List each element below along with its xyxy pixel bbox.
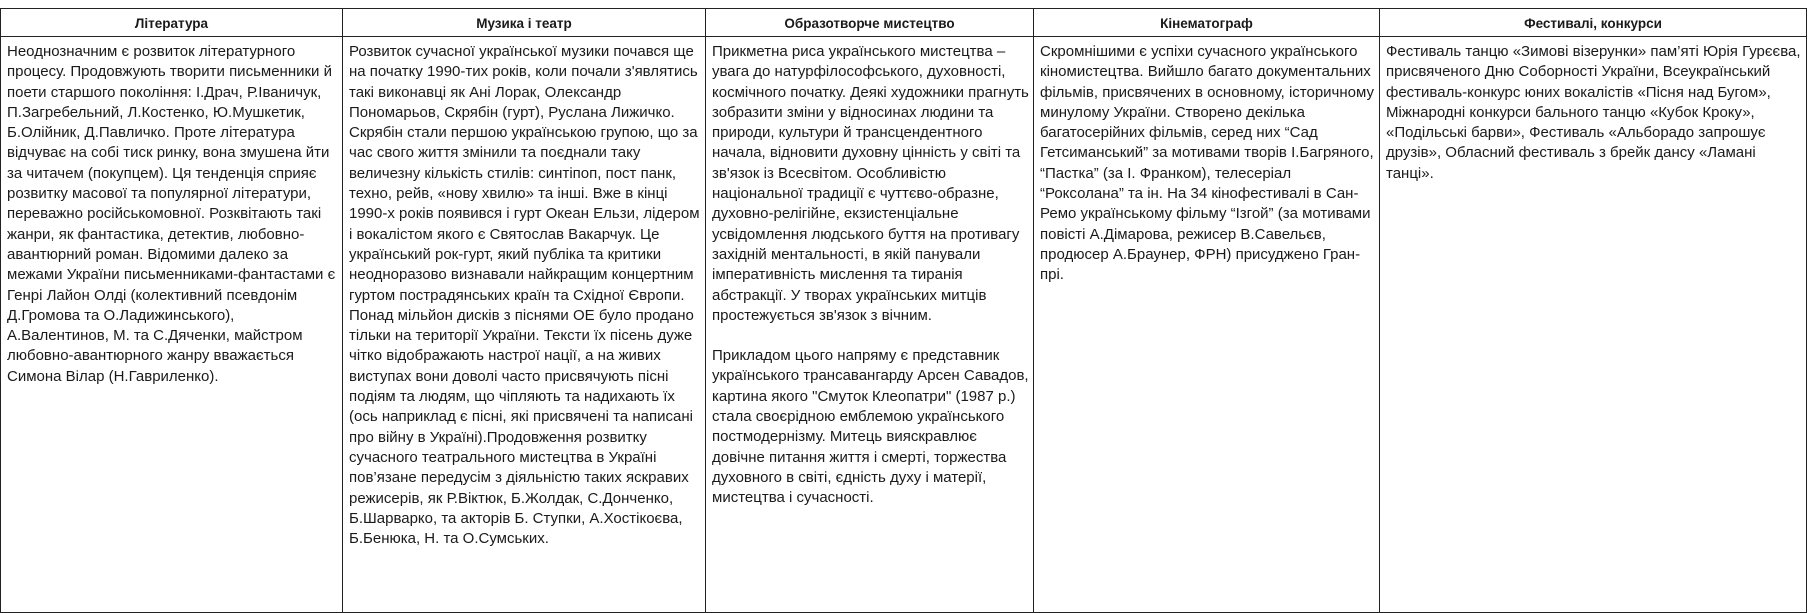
header-festivals: Фестивалі, конкурси — [1380, 9, 1807, 37]
header-music-theatre: Музика і театр — [343, 9, 706, 37]
header-literature: Література — [1, 9, 343, 37]
cinema-text: Скромнішими є успіхи сучасного українського кіномистецтва. Вийшло багато документальних фільмів, присвячених в основному, історичному минулому України. Створено декілька багатосерійних фільмів, серед них “Сад Гетсиманський” за мотивами творів І.Багряного, “Пастка” (за І. Франком), телесеріал “Роксолана” та ін. На 34 кінофестивалі в Сан-Ремо українському фільму “Ізгой” (за мотивами повісті А.Дімарова, режисер В.Савельєв, продюсер А.Браунер, ФРН) присуджено Гран-прі. — [1040, 43, 1374, 284]
fine-art-paragraph-1: Прикметна риса українського мистецтва – увага до натурфілософського, духовності, космічного початку. Деякі художники прагнуть зобразити зміни у відносинах людини та природи, культури й трансцендентного начала, відновити духовну цінність у світі та зв'язок із Всесвітом. Особливістю національної традиції є чуттєво-образне, духовно-релігійне, екзистенціальне усвідомлення людського буття на противагу західній ментальності, в якій панували імперативність мислення та тиранія абстракції. У творах українських митців простежується зв'язок з вічним. — [712, 43, 1029, 324]
header-fine-art: Образотворче мистецтво — [706, 9, 1034, 37]
header-cinema: Кінематограф — [1034, 9, 1380, 37]
literature-text: Неоднозначним є розвиток літературного процесу. Продовжують творити письменники й поети старшого покоління: І.Драч, Р.Іваничук, П.Загребельний, Л.Костенко, Ю.Мушкетик, Б.Олійник, Д.Павличко. Проте література відчуває на собі тиск ринку, вона змушена йти за читачем (покупцем). Ця тенденція сприяє розвитку масової та популярної літератури, переважно російськомовної. Розквітають такі жанри, як фантастика, детектив, любовно-авантюрний роман. Відомими далеко за межами України письменниками-фантастами є Генрі Лайон Олді (колективний псевдонім Д.Громова та О.Ладижинського), А.Валентинов, М. та С.Дяченки, майстром любовно-авантюрного жанру вважається Симона Вілар (Н.Гавриленко). — [7, 43, 336, 385]
cell-festivals — [1380, 37, 1807, 613]
table-row — [1, 37, 1807, 613]
culture-table-container — [0, 8, 1806, 613]
cell-cinema — [1034, 37, 1380, 613]
cell-literature — [1, 37, 343, 613]
fine-art-paragraph-2: Прикладом цього напряму є представник українського трансавангарду Арсен Савадов, картина якого "Смуток Клеопатри" (1987 р.) стала своєрідною емблемою українського постмодернізму. Митець вияскравлює довічне питання життя і смерті, торжества духовного в світі, єдність духу і матерії, мистецтва і сучасності. — [712, 347, 1029, 507]
cell-fine-art — [706, 37, 1034, 613]
music-theatre-text: Розвиток сучасної української музики почався ще на початку 1990-тих років, коли почали з'являтись такі виконавці як Ані Лорак, Олександр Пономарьов, Скрябін (гурт), Руслана Лижичко. Скрябін стали першою українською групою, що за час свого життя змінили та поєднали таку величезну кількість стилів: синтіпоп, пост панк, техно, рейв, «нову хвилю» та інші. Вже в кінці 1990-х років появився і гурт Океан Ельзи, лідером і вокалістом якого є Святослав Вакарчук. Це український рок-гурт, який публіка та критики неодноразово визнавали найкращим концертним гуртом пострадянських країн та Східної Європи. Понад мільйон дисків з піснями ОЕ було продано тільки на території України. Тексти їх пісень дуже чітко відображають настрої нації, а на живих виступах вони доволі часто присвячують пісні подіям та людям, що чіпляють та надихають їх (ось наприклад є пісні, які присвячені та написані про війну в Україні).Продовження розвитку сучасного театрального мистецтва в Україні пов’язане передусім з діяльністю таких яскравих режисерів, як Р.Віктюк, Б.Жолдак, С.Донченко, Б.Шарварко, та акторів Б. Ступки, А.Хостікоєва, Б.Бенюка, Н. та О.Сумських. — [349, 43, 700, 548]
festivals-text: Фестиваль танцю «Зимові візерунки» пам’яті Юрія Гурєєва, присвяченого Дню Соборності України, Всеукраїнський фестиваль-конкурс юних вокалістів «Пісня над Бугом», Міжнародні конкурси бального танцю «Кубок Кроку», «Подільські барви», Фестиваль «Альборадо запрошує друзів», Обласний фестиваль з брейк дансу «Ламані танці». — [1386, 43, 1801, 182]
cell-music-theatre — [343, 37, 706, 613]
culture-table — [0, 8, 1807, 613]
table-header-row — [1, 9, 1807, 37]
